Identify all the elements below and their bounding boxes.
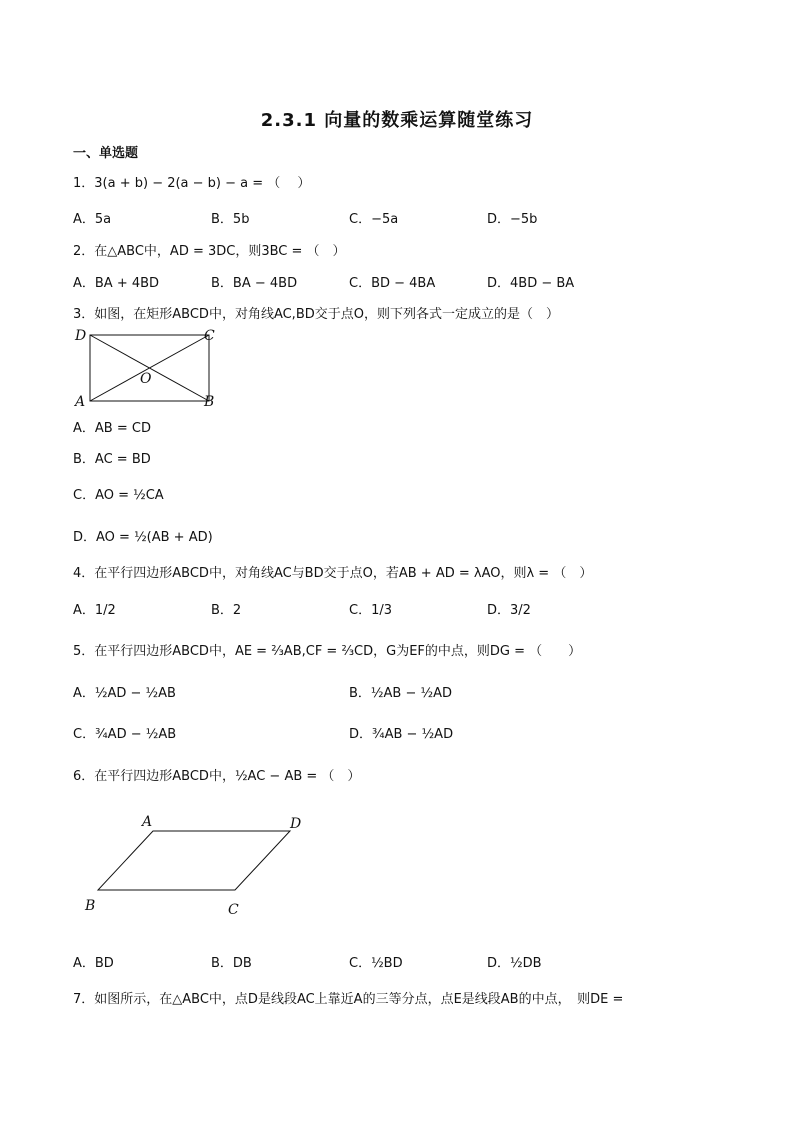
section-heading: 一、单选题	[73, 146, 139, 161]
q3-option-b[interactable]: B．AC = BD	[73, 452, 151, 467]
label-c: C	[228, 902, 239, 918]
question-6-stem: 6．在平行四边形ABCD中，½AC − AB = （ ）	[73, 769, 361, 784]
question-3-stem: 3．如图，在矩形ABCD中，对角线AC,BD交于点O，则下列各式一定成立的是（ ）	[73, 307, 559, 322]
label-a: A	[142, 814, 153, 830]
q1-option-b[interactable]: B．5b	[211, 212, 250, 227]
q4-option-d[interactable]: D．3/2	[487, 603, 531, 618]
rectangle-figure	[70, 322, 230, 412]
q2-option-c[interactable]: C．BD − 4BA	[349, 276, 436, 291]
q2-option-d[interactable]: D．4BD − BA	[487, 276, 575, 291]
q5-option-b[interactable]: B．½AB − ½AD	[349, 686, 452, 701]
q6-option-c[interactable]: C．½BD	[349, 956, 403, 971]
q4-option-b[interactable]: B．2	[211, 603, 242, 618]
label-o: O	[140, 371, 152, 387]
q1-option-d[interactable]: D．−5b	[487, 212, 538, 227]
parallelogram-figure	[78, 810, 318, 922]
q6-option-d[interactable]: D．½DB	[487, 956, 542, 971]
q6-option-a[interactable]: A．BD	[73, 956, 114, 971]
q1-option-a[interactable]: A．5a	[73, 212, 112, 227]
page-title: 2.3.1 向量的数乘运算随堂练习	[260, 110, 534, 131]
q1-option-c[interactable]: C．−5a	[349, 212, 399, 227]
label-b: B	[85, 898, 96, 914]
q3-option-d[interactable]: D．AO = ½(AB + AD)	[73, 530, 213, 545]
parallelogram-abcd	[98, 831, 290, 890]
question-2-stem: 2．在△ABC中，AD = 3DC，则3BC = （ ）	[73, 244, 346, 259]
q3-option-a[interactable]: A．AB = CD	[73, 421, 151, 436]
q2-option-a[interactable]: A．BA + 4BD	[73, 276, 160, 291]
q5-option-d[interactable]: D．¾AB − ½AD	[349, 727, 454, 742]
q2-option-b[interactable]: B．BA − 4BD	[211, 276, 298, 291]
question-1-stem: 1．3(a + b) − 2(a − b) − a = （ ）	[73, 176, 311, 191]
q5-option-a[interactable]: A．½AD − ½AB	[73, 686, 176, 701]
label-d: D	[290, 816, 302, 832]
label-c: C	[204, 328, 215, 344]
question-7-stem: 7．如图所示，在△ABC中，点D是线段AC上靠近A的三等分点，点E是线段AB的中点， 则DE =	[73, 992, 624, 1007]
label-d: D	[75, 328, 87, 344]
question-4-stem: 4．在平行四边形ABCD中，对角线AC与BD交于点O，若AB + AD = λAO，则λ = （ ）	[73, 566, 593, 581]
label-a: A	[75, 394, 86, 410]
q3-option-c[interactable]: C．AO = ½CA	[73, 488, 164, 503]
q6-option-b[interactable]: B．DB	[211, 956, 252, 971]
question-5-stem: 5．在平行四边形ABCD中，AE = ⅔AB,CF = ⅔CD，G为EF的中点，则DG = （ ）	[73, 644, 582, 659]
q4-option-a[interactable]: A．1/2	[73, 603, 116, 618]
q4-option-c[interactable]: C．1/3	[349, 603, 392, 618]
label-b: B	[204, 394, 215, 410]
q5-option-c[interactable]: C．¾AD − ½AB	[73, 727, 177, 742]
